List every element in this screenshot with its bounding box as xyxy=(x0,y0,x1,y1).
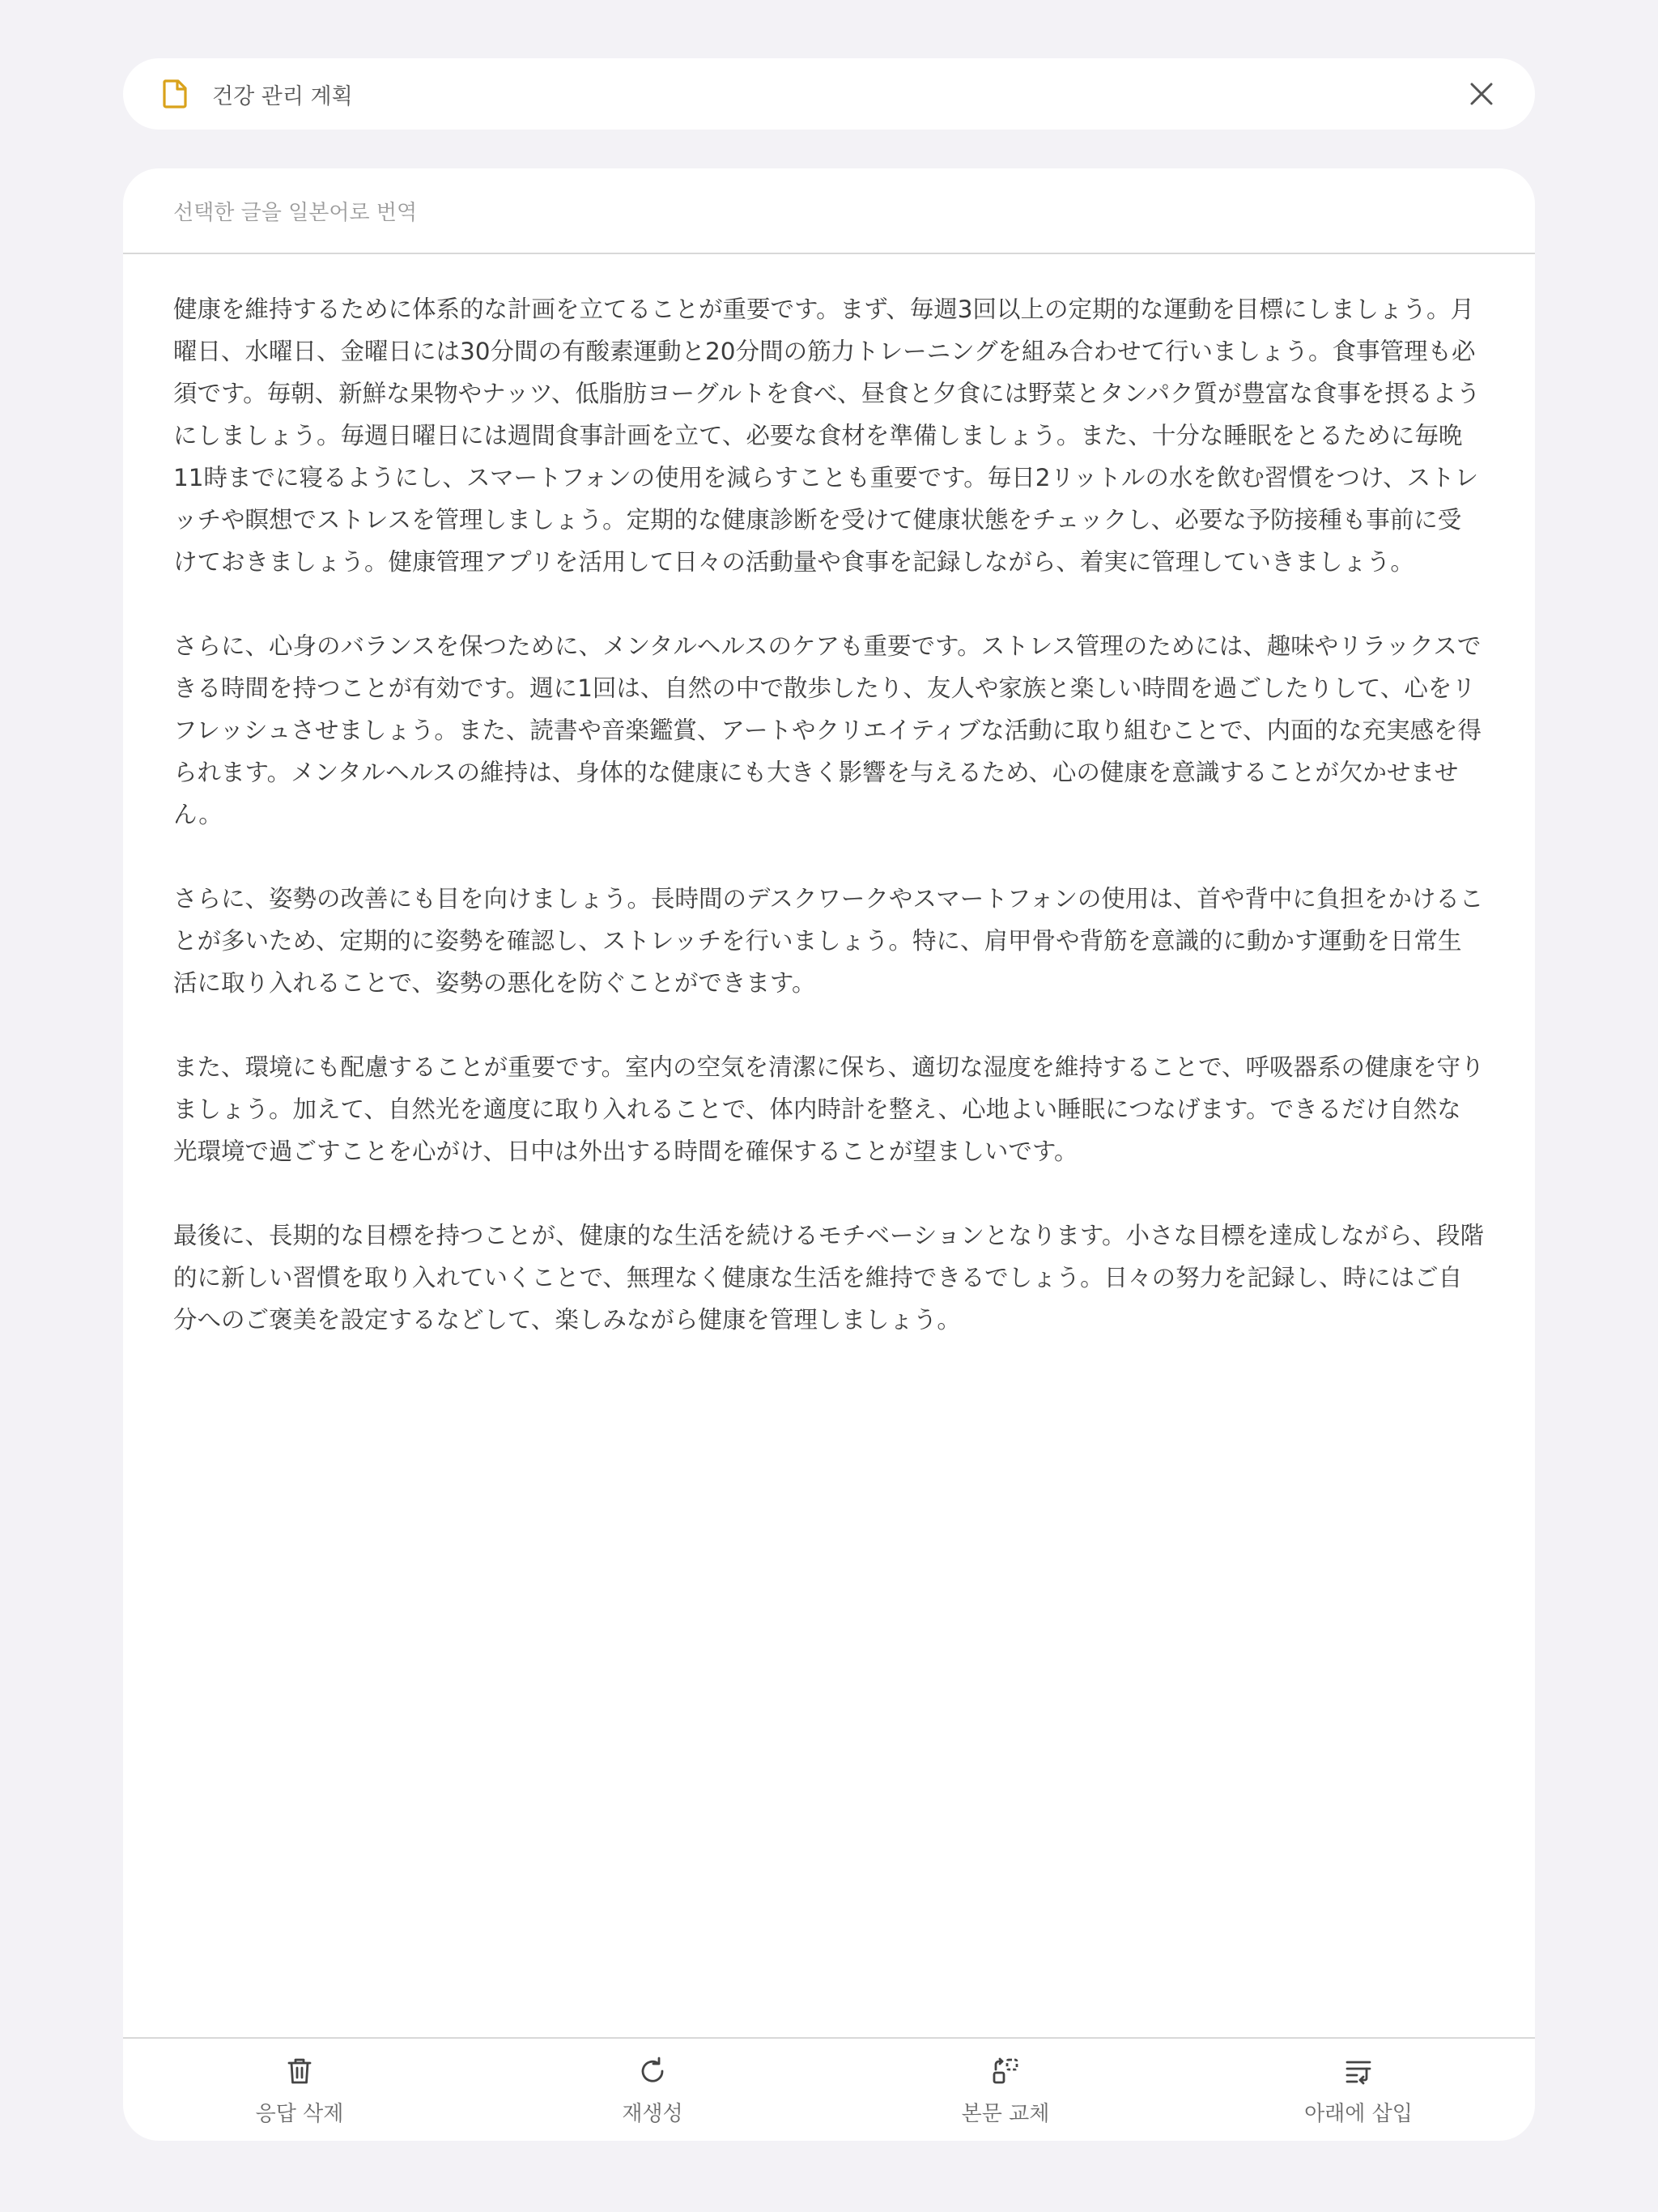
document-icon xyxy=(155,74,194,113)
response-paragraph: また、環境にも配慮することが重要です。室内の空気を清潔に保ち、適切な湿度を維持することで、呼吸器系の健康を守りましょう。加えて、自然光を適度に取り入れることで、体内時計を整え、心地よい睡眠につなげます。できるだけ自然な光環境で過ごすことを心がけ、日中は外出する時間を確保することが望ましいです。 xyxy=(173,1053,1485,1165)
response-paragraph: さらに、心身のバランスを保つために、メンタルヘルスのケアも重要です。ストレス管理のためには、趣味やリラックスできる時間を持つことが有効です。週に1回は、自然の中で散歩したり、友人や家族と楽しい時間を過ごしたりして、心をリフレッシュさせましょう。また、読書や音楽鑑賞、アートやクリエイティブな活動に取り組むことで、内面的な充実感を得られます。メンタルヘルスの維持は、身体的な健康にも大きく影響を与えるため、心の健康を意識することが欠かせません。 xyxy=(173,632,1482,828)
replace-body-button[interactable] xyxy=(829,2039,1182,2141)
insert-below-button[interactable] xyxy=(1182,2039,1535,2141)
insert-below-label: 아래에 삽입 xyxy=(1304,2101,1413,2126)
document-title: 건강 관리 계획 xyxy=(212,83,353,109)
replace-icon xyxy=(988,2053,1023,2089)
trash-icon xyxy=(282,2053,317,2089)
action-bar xyxy=(123,2037,1535,2141)
regenerate-label: 재생성 xyxy=(622,2101,683,2126)
response-panel xyxy=(123,168,1535,2141)
delete-response-button[interactable] xyxy=(123,2039,476,2141)
replace-body-label: 본문 교체 xyxy=(961,2101,1050,2126)
document-title-bar xyxy=(123,58,1535,130)
close-icon xyxy=(1469,82,1494,106)
response-paragraph: 最後に、長期的な目標を持つことが、健康的な生活を続けるモチベーションとなります。小さな目標を達成しながら、段階的に新しい習慣を取り入れていくことで、無理なく健康な生活を維持できるでしょう。日々の努力を記録し、時にはご自分へのご褒美を設定するなどして、楽しみながら健康を管理しましょう。 xyxy=(173,1222,1484,1334)
delete-response-label: 응답 삭제 xyxy=(255,2101,344,2126)
refresh-icon xyxy=(635,2053,670,2089)
prompt-text: 선택한 글을 일본어로 번역 xyxy=(123,168,1535,254)
response-paragraph: さらに、姿勢の改善にも目を向けましょう。長時間のデスクワークやスマートフォンの使用は、首や背中に負担をかけることが多いため、定期的に姿勢を確認し、ストレッチを行いましょう。特に、肩甲骨や背筋を意識的に動かす運動を日常生活に取り入れることで、姿勢の悪化を防ぐことができます。 xyxy=(173,885,1484,997)
close-button[interactable] xyxy=(1460,73,1503,115)
response-content[interactable] xyxy=(123,254,1535,2042)
regenerate-button[interactable] xyxy=(476,2039,829,2141)
insert-below-icon xyxy=(1341,2053,1376,2089)
response-paragraph: 健康を維持するために体系的な計画を立てることが重要です。まず、毎週3回以上の定期的な運動を目標にしましょう。月曜日、水曜日、金曜日には30分間の有酸素運動と20分間の筋力トレーニングを組み合わせて行いましょう。食事管理も必須です。毎朝、新鮮な果物やナッツ、低脂肪ヨーグルトを食べ、昼食と夕食には野菜とタンパク質が豊富な食事を摂るようにしましょう。毎週日曜日には週間食事計画を立て、必要な食材を準備しましょう。また、十分な睡眠をとるために毎晩11時までに寝るようにし、スマートフォンの使用を減らすことも重要です。毎日2リットルの水を飲む習慣をつけ、ストレッチや瞑想でストレスを管理しましょう。定期的な健康診断を受けて健康状態をチェックし、必要な予防接種も事前に受けておきましょう。健康管理アプリを活用して日々の活動量や食事を記録しながら、着実に管理していきましょう。 xyxy=(173,296,1481,576)
